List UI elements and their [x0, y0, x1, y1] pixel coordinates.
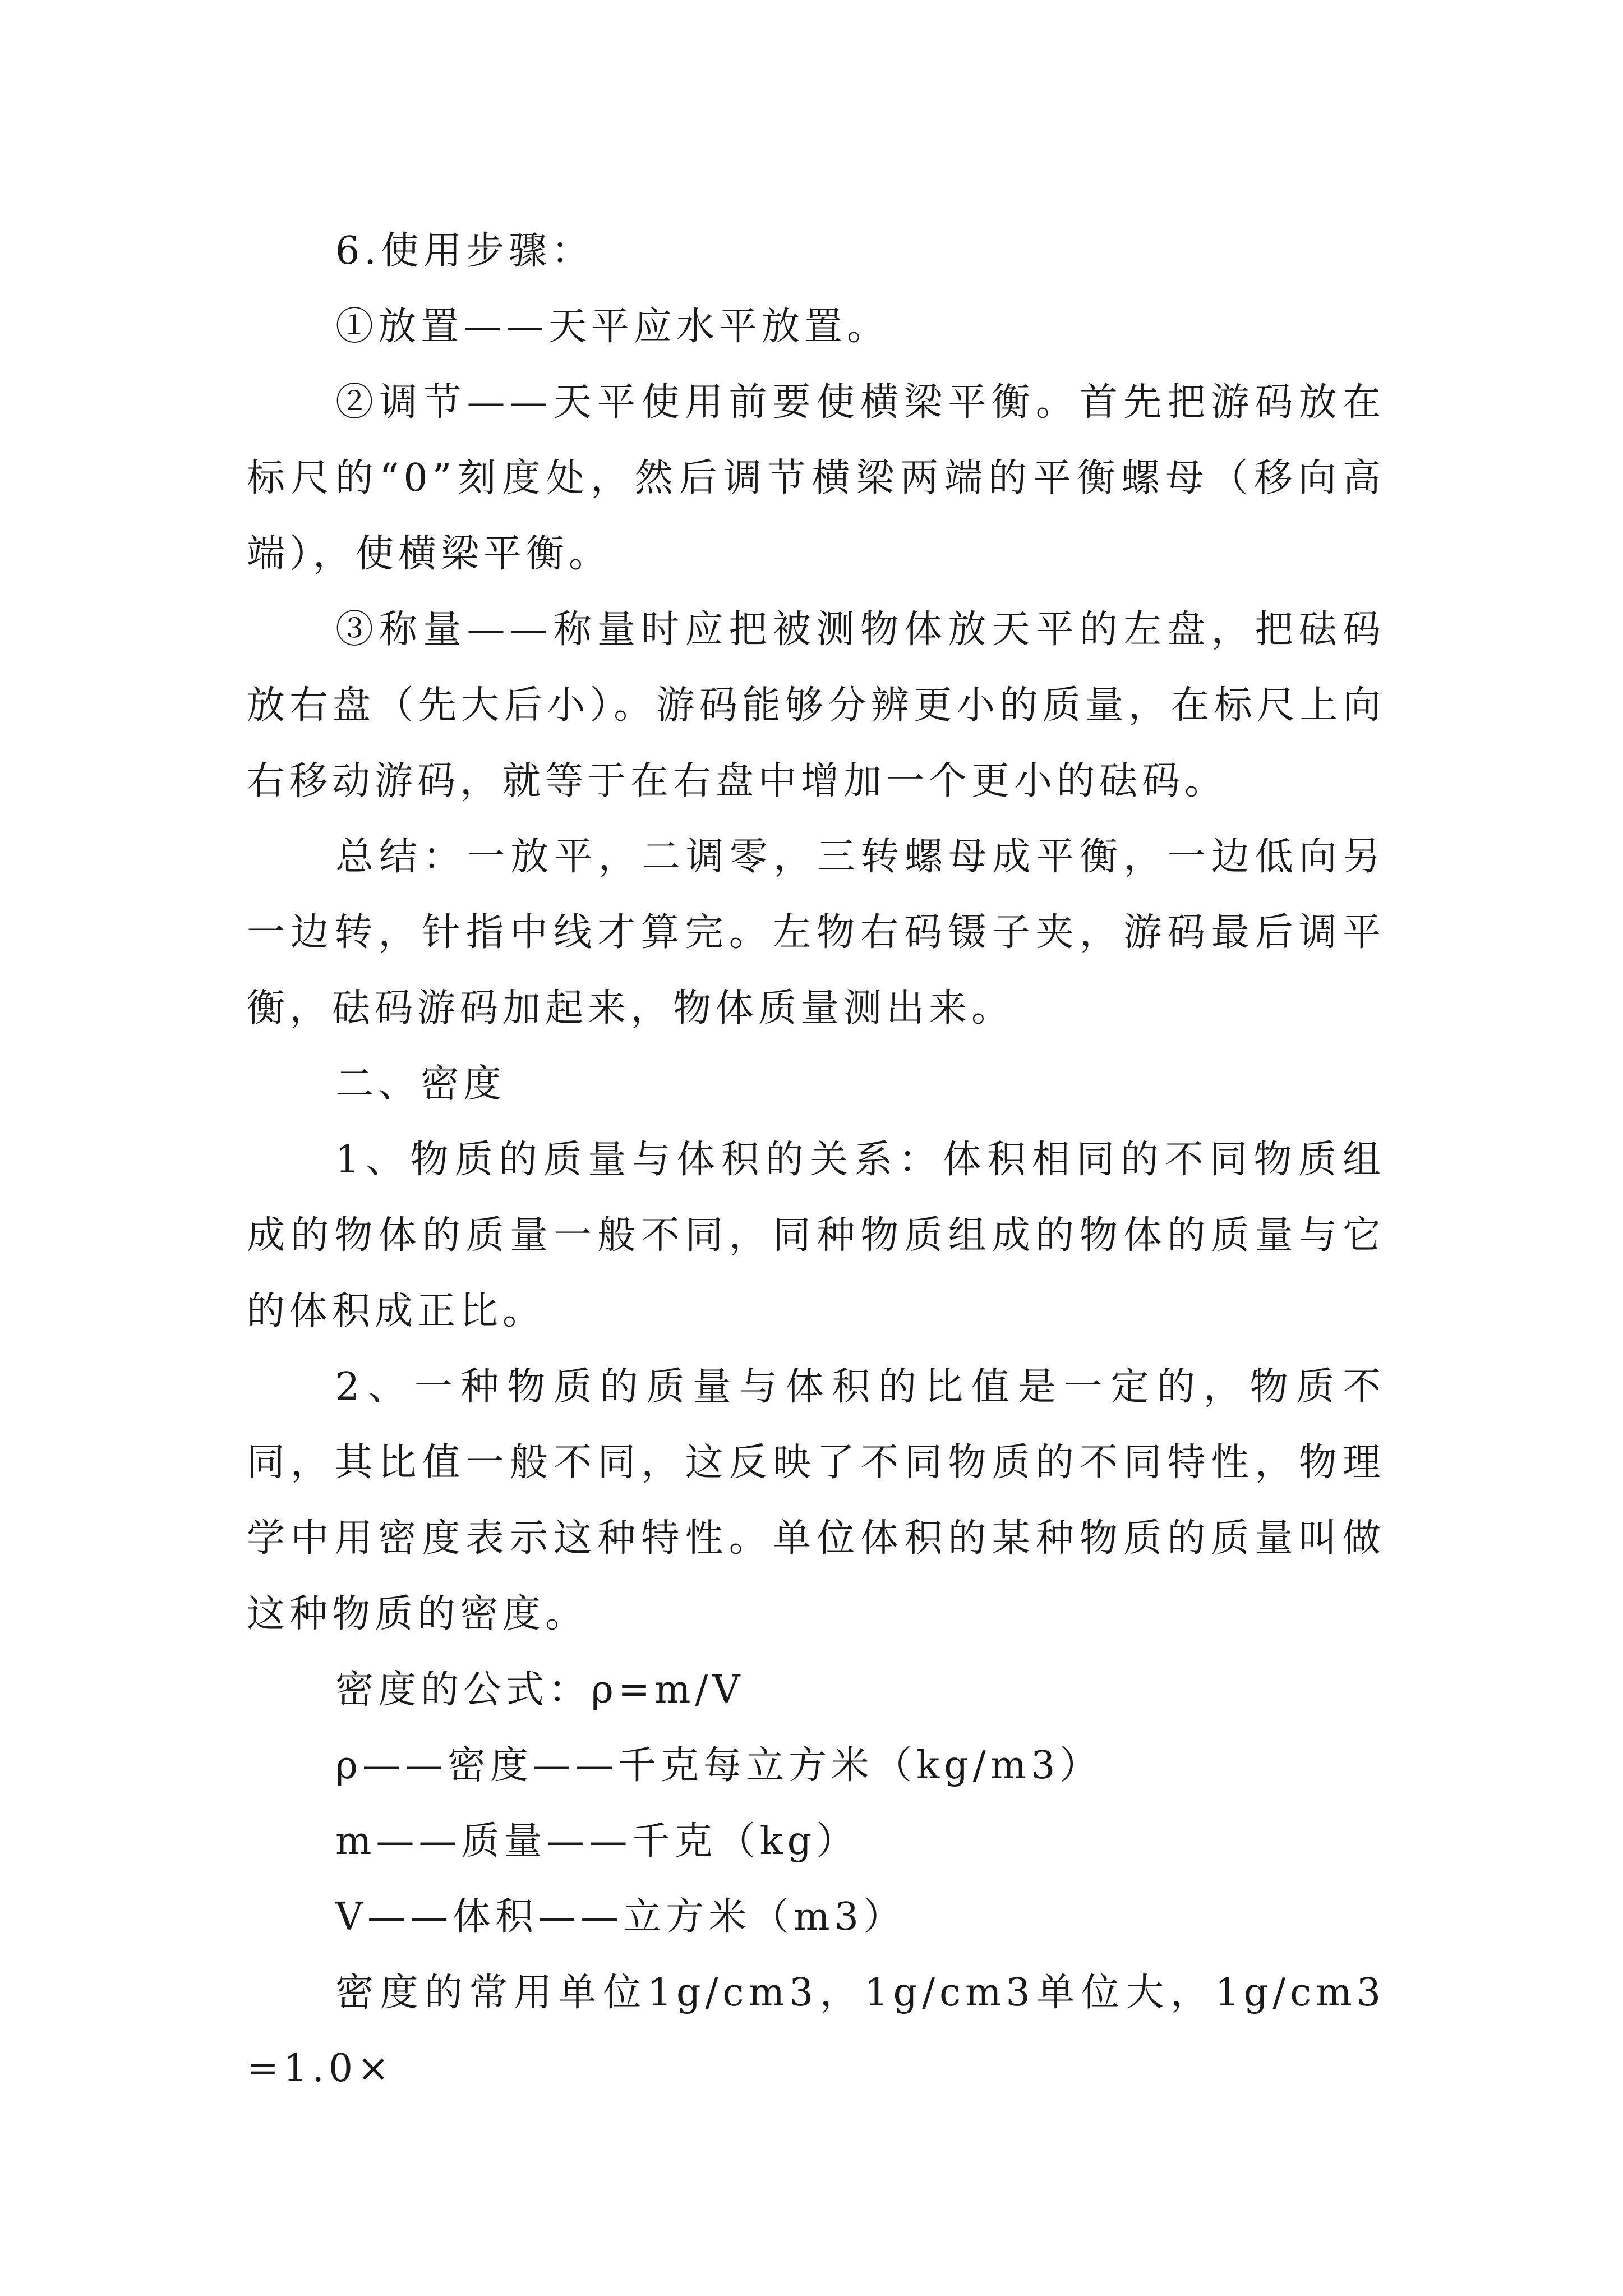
density-definition: 2、一种物质的质量与体积的比值是一定的，物质不同，其比值一般不同，这反映了不同物质的不同特性，物理学中用密度表示这种特性。单位体积的某种物质的质量叫做这种物质的密度。 [247, 1365, 1385, 1636]
density-formula: 密度的公式：ρ=m/V [335, 1668, 745, 1712]
step-placement: ①放置——天平应水平放置。 [335, 305, 890, 349]
density-common-units: 密度的常用单位1g/cm3，1g/cm3单位大，1g/cm3=1.0× [247, 1971, 1385, 2091]
formula-term-rho: ρ——密度——千克每立方米（kg/m3） [335, 1743, 1103, 1788]
step-adjustment: ②调节——天平使用前要使横梁平衡。首先把游码放在标尺的“0”刻度处，然后调节横梁两端的平衡螺母（移向高端），使横梁平衡。 [247, 380, 1385, 576]
step-weighing: ③称量——称量时应把被测物体放天平的左盘，把砝码放右盘（先大后小）。游码能够分辨更小的质量，在标尺上向右移动游码，就等于在右盘中增加一个更小的砝码。 [247, 608, 1385, 803]
document-body [247, 213, 1385, 2106]
section-heading-density: 二、密度 [335, 1062, 506, 1106]
formula-term-v: V——体积——立方米（m3） [335, 1895, 906, 1939]
summary-paragraph: 总结：一放平，二调零，三转螺母成平衡，一边低向另一边转，针指中线才算完。左物右码镊子夹，游码最后调平衡，砝码游码加起来，物体质量测出来。 [247, 835, 1385, 1030]
formula-term-m: m——质量——千克（kg） [335, 1819, 859, 1864]
heading-usage-steps: 6.使用步骤： [335, 229, 594, 273]
mass-volume-relation: 1、物质的质量与体积的关系：体积相同的不同物质组成的物体的质量一般不同，同种物质组成的物体的质量与它的体积成正比。 [247, 1138, 1385, 1333]
